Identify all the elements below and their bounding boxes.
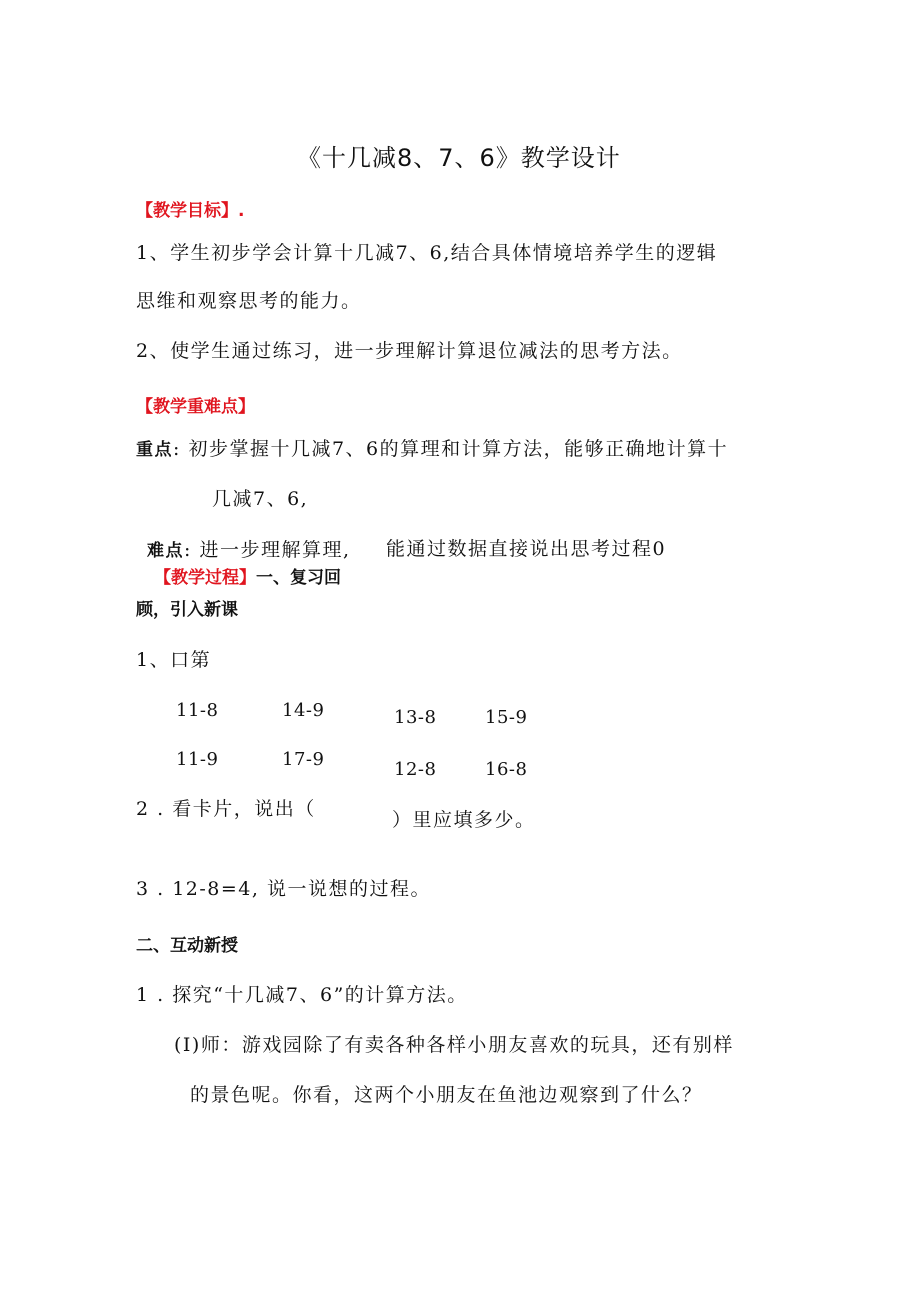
teacher-line-1: (I)师：游戏园除了有卖各种各样小朋友喜欢的玩具，还有别样: [174, 1034, 734, 1056]
objectives-heading: 【教学目标】.: [136, 201, 245, 221]
process-heading-line: [154, 570, 341, 587]
explore-item: 1 . 探究“十几减7、6”的计算方法。: [136, 984, 468, 1006]
objective-item-1-line-1: 1、学生初步学会计算十几减7、6,结合具体情境培养学生的逻辑: [136, 242, 718, 264]
exercise-2-3: 12-8: [394, 759, 437, 780]
key-points-heading: 【教学重难点】: [136, 397, 255, 417]
difficulty-text-b: 能通过数据直接说出思考过程0: [386, 538, 667, 560]
objective-item-2: 2、使学生通过练习，进一步理解计算退位减法的思考方法。: [136, 340, 683, 362]
focus-line-1: [136, 440, 728, 459]
difficulty-line: [147, 541, 350, 560]
section-1-title-a: 一、复习回: [256, 568, 341, 588]
exercise-1-1: 11-8: [176, 700, 219, 721]
card-item-a: 2 . 看卡片，说出（: [136, 798, 316, 820]
exercise-1-3: 13-8: [394, 707, 437, 728]
focus-label: 重点: [136, 440, 173, 460]
item-3: 3 . 12-8=4, 说一说想的过程。: [136, 878, 431, 900]
difficulty-text-a: : 进一步理解算理,: [184, 539, 351, 561]
exercise-2-4: 16-8: [485, 759, 528, 780]
document-title: 《十几减8、7、6》教学设计: [297, 144, 621, 172]
difficulty-label: 难点: [147, 541, 184, 561]
oral-calc-label: 1、口第: [136, 649, 212, 671]
focus-text: : 初步掌握十几减7、6的算理和计算方法，能够正确地计算十: [173, 438, 729, 460]
exercise-1-4: 15-9: [485, 707, 528, 728]
exercise-2-1: 11-9: [176, 749, 219, 770]
section-1-title-b: 顾，引入新课: [136, 600, 238, 620]
process-heading: 【教学过程】: [154, 568, 256, 588]
exercise-1-2: 14-9: [282, 700, 325, 721]
section-2-title: 二、互动新授: [136, 936, 238, 956]
focus-line-2: 几减7、6,: [212, 488, 309, 510]
exercise-2-2: 17-9: [282, 749, 325, 770]
card-item-b: ）里应填多少。: [392, 809, 536, 831]
objective-item-1-line-2: 思维和观察思考的能力。: [136, 290, 362, 312]
teacher-line-2: 的景色呢。你看，这两个小朋友在鱼池边观察到了什么？: [190, 1084, 703, 1106]
